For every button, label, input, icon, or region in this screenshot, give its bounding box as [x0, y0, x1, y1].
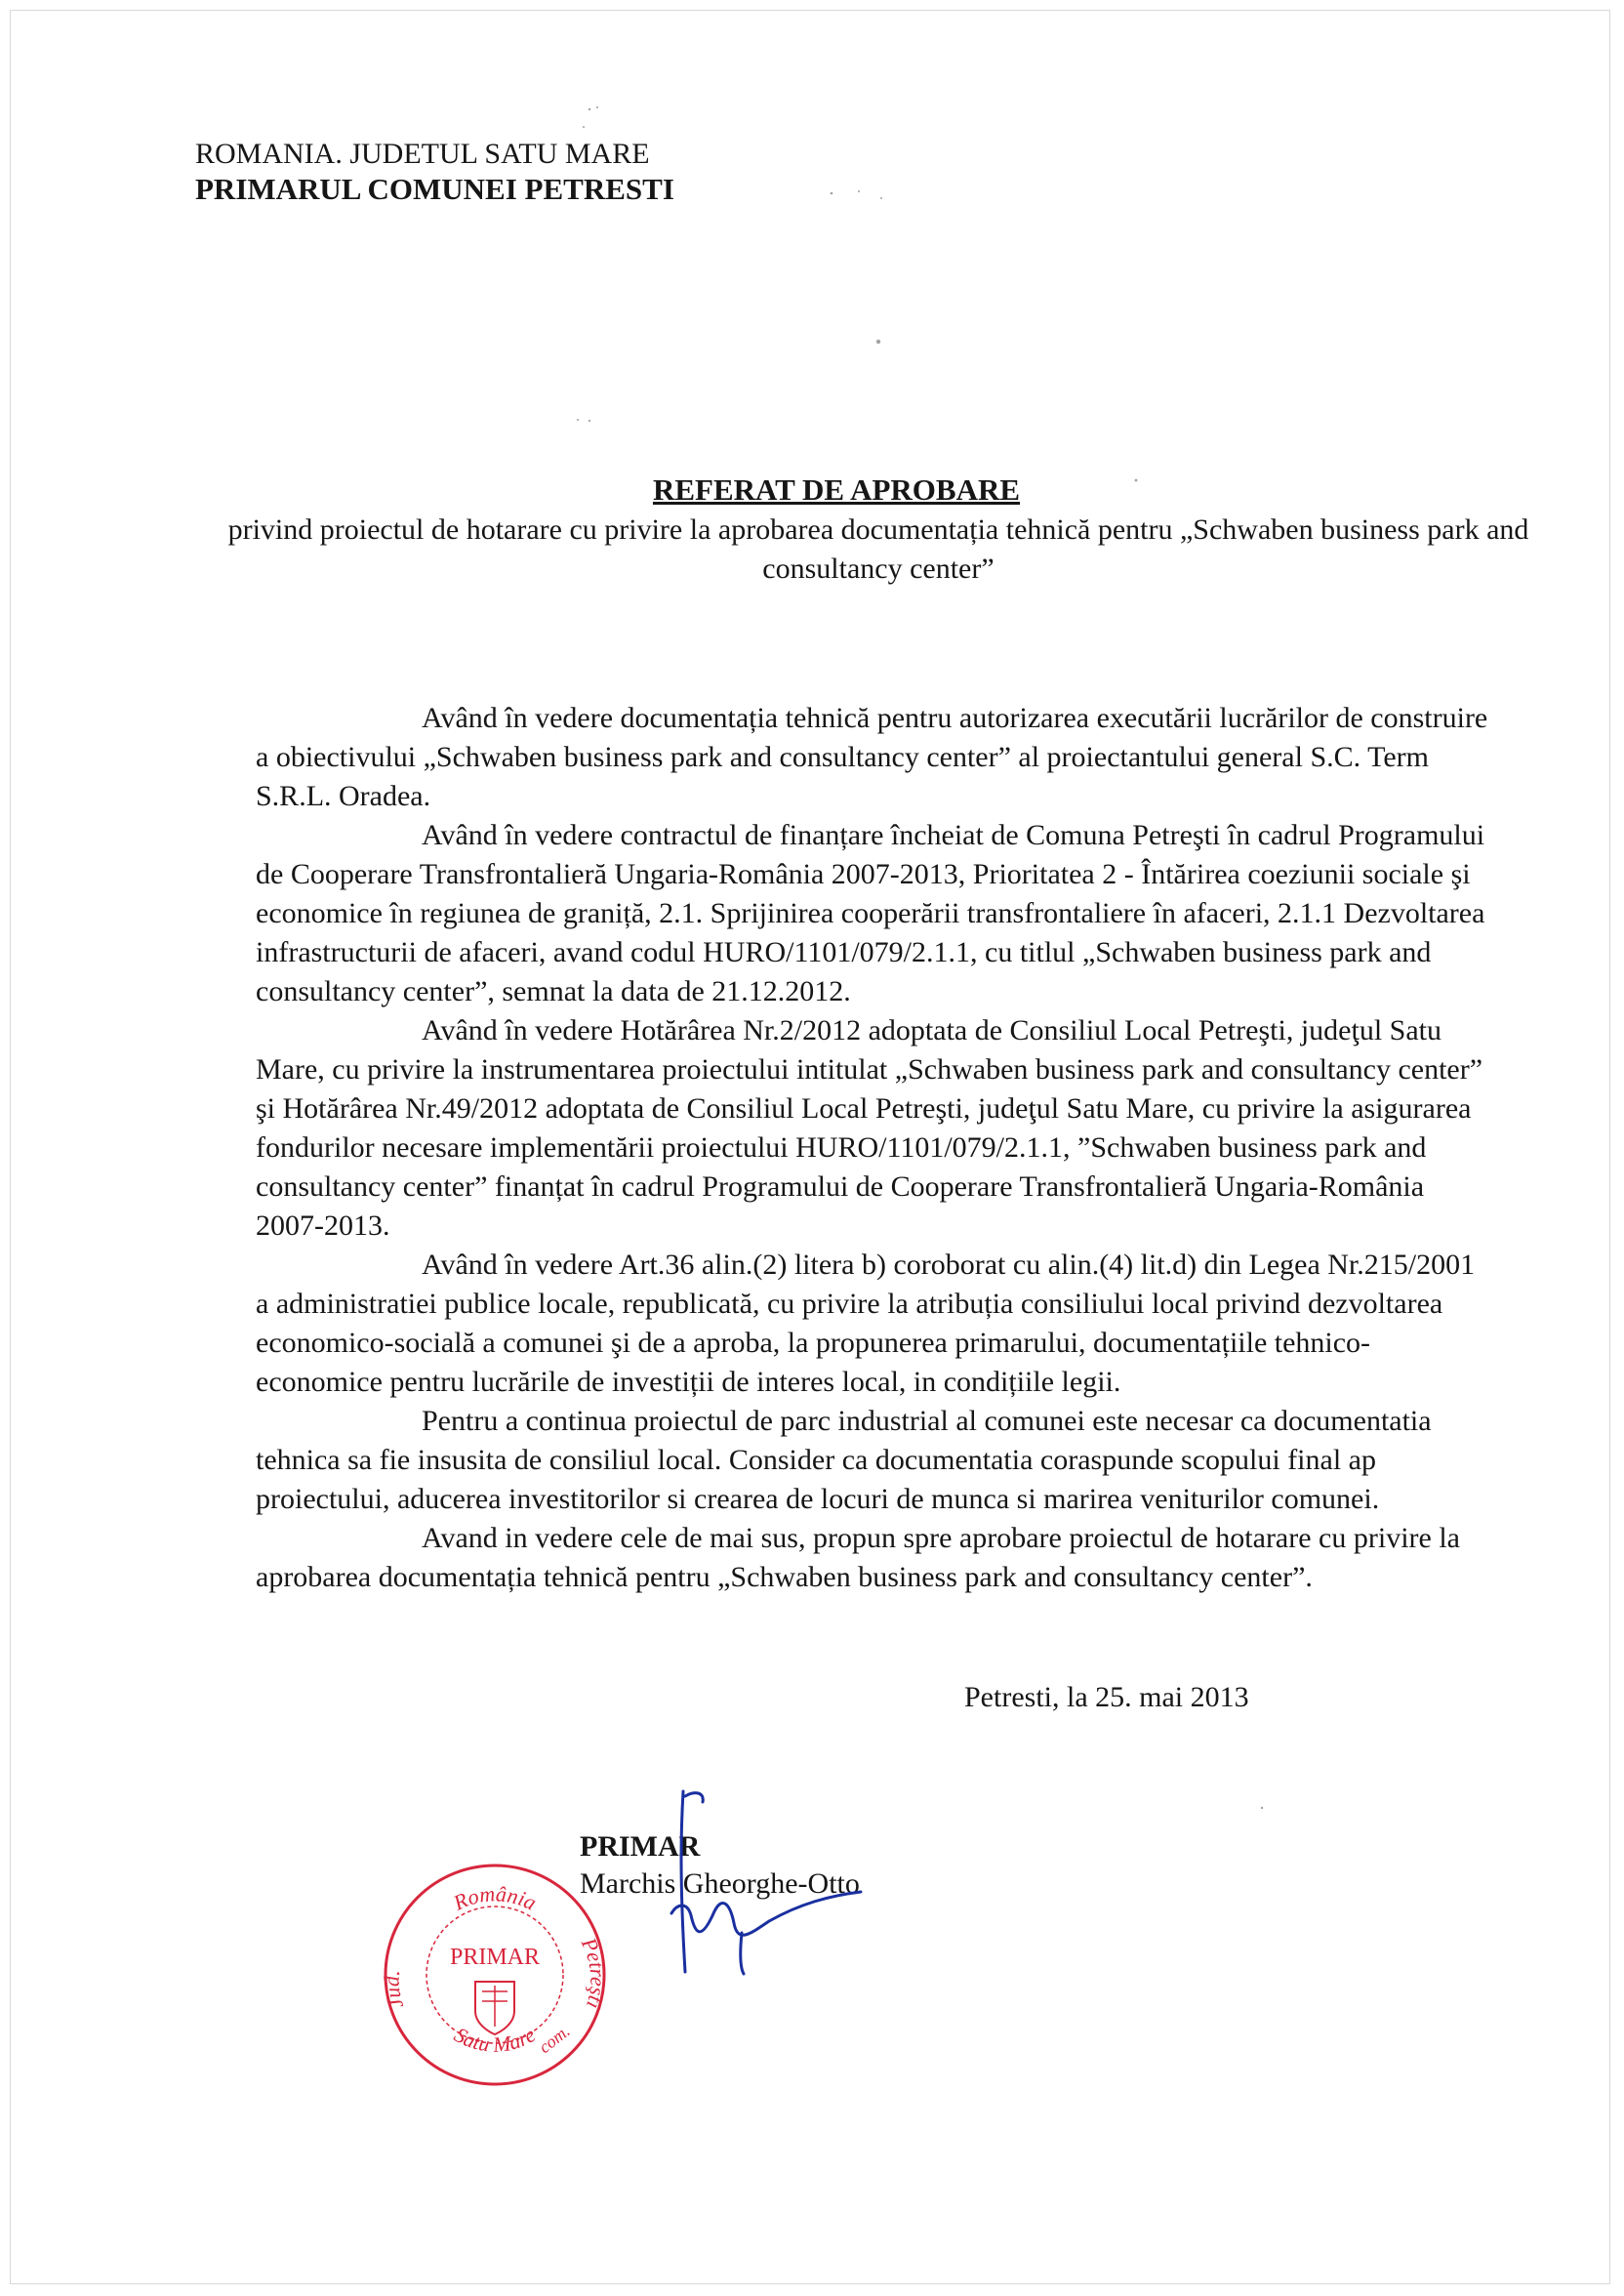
paragraph: Având în vedere Art.36 alin.(2) litera b) coroborat cu alin.(4) lit.d) din Legea Nr.215/2001 a administratiei publice locale, republicată, cu privire la atribuția consiliului local privind dezvoltarea economico-socială a comunei şi de a aproba, la propunerea primarului, documentațiile tehnico-economice pentru lucrările de investiții de interes local, in condițiile legii.	[256, 1249, 1476, 1398]
stamp-right-text: Petreşti	[576, 1933, 611, 2013]
signer-title: PRIMAR	[580, 1830, 701, 1863]
stamp-top-text: România	[449, 1881, 541, 1915]
svg-text:România	[449, 1881, 541, 1915]
date-location: Petresti, la 25. mai 2013	[964, 1681, 1249, 1713]
paragraph: Având în vedere documentația tehnică pentru autorizarea executării lucrărilor de construire a obiectivului „Schwaben business park and consultancy center” al proiectantului general S.C. Term S.R.L. Oradea.	[256, 702, 1488, 812]
header-institution: PRIMARUL COMUNEI PETRESTI	[195, 172, 674, 206]
stamp-left-text: Jud.	[379, 1968, 409, 2013]
paragraph: Având în vedere Hotărârea Nr.2/2012 adoptata de Consiliul Local Petreşti, judeţul Satu Mare, cu privire la instrumentarea proiectului intitulat „Schwaben business park and consultancy center” şi Hotărârea Nr.49/2012 adoptata de Consiliul Local Petreşti, judeţul Satu Mare, cu privire la asigurarea fondurilor necesare implementării proiectului HURO/1101/079/2.1.1, ”Schwaben business park and consultancy center” finanțat în cadrul Programului de Cooperare Transfrontalieră Ungaria-România 2007-2013.	[256, 1014, 1483, 1242]
document-title: REFERAT DE APROBARE	[652, 472, 1021, 507]
coat-of-arms-icon	[475, 1982, 514, 2034]
svg-text:Petreşti	[576, 1933, 610, 2012]
svg-text:Jud.	[380, 1969, 409, 2012]
paragraph: Având în vedere contractul de finanțare încheiat de Comuna Petreşti în cadrul Programului de Cooperare Transfrontalieră Ungaria-România 2007-2013, Prioritatea 2 - Întărirea coeziunii sociale şi economice în regiunea de graniță, 2.1. Sprijinirea cooperării transfrontaliere în afaceri, 2.1.1 Dezvoltarea infrastructurii de afaceri, avand codul HURO/1101/079/2.1.1, cu titlul „Schwaben business park and consultancy center”, semnat la data de 21.12.2012.	[256, 819, 1485, 1007]
signer-name: Marchis Gheorghe-Otto	[580, 1867, 860, 1900]
document-body	[256, 699, 1493, 1597]
svg-text:Satu Mare	[450, 2022, 540, 2057]
official-stamp	[373, 1853, 617, 2097]
stamp-center-text: PRIMAR	[449, 1945, 541, 1970]
document-subtitle: privind proiectul de hotarare cu privire la aprobarea documentația tehnică pentru „Schwaben business park and consultancy center”	[227, 513, 1529, 585]
header-county: ROMANIA. JUDETUL SATU MARE	[195, 138, 650, 170]
paragraph: Pentru a continua proiectul de parc industrial al comunei este necesar ca documentatia tehnica sa fie insusita de consiliul local. Consider ca documentatia coraspunde scopului final ap proiectului, aducerea investitorilor si crearea de locuri de munca si marirea veniturilor comunei.	[256, 1405, 1432, 1515]
stamp-bottom-right-text: com.	[535, 2021, 574, 2058]
stamp-bottom-text: Satu Mare	[450, 2022, 540, 2058]
paragraph: Avand in vedere cele de mai sus, propun spre aprobare proiectul de hotarare cu privire la aprobarea documentația tehnică pentru „Schwaben business park and consultancy center”.	[256, 1522, 1460, 1593]
